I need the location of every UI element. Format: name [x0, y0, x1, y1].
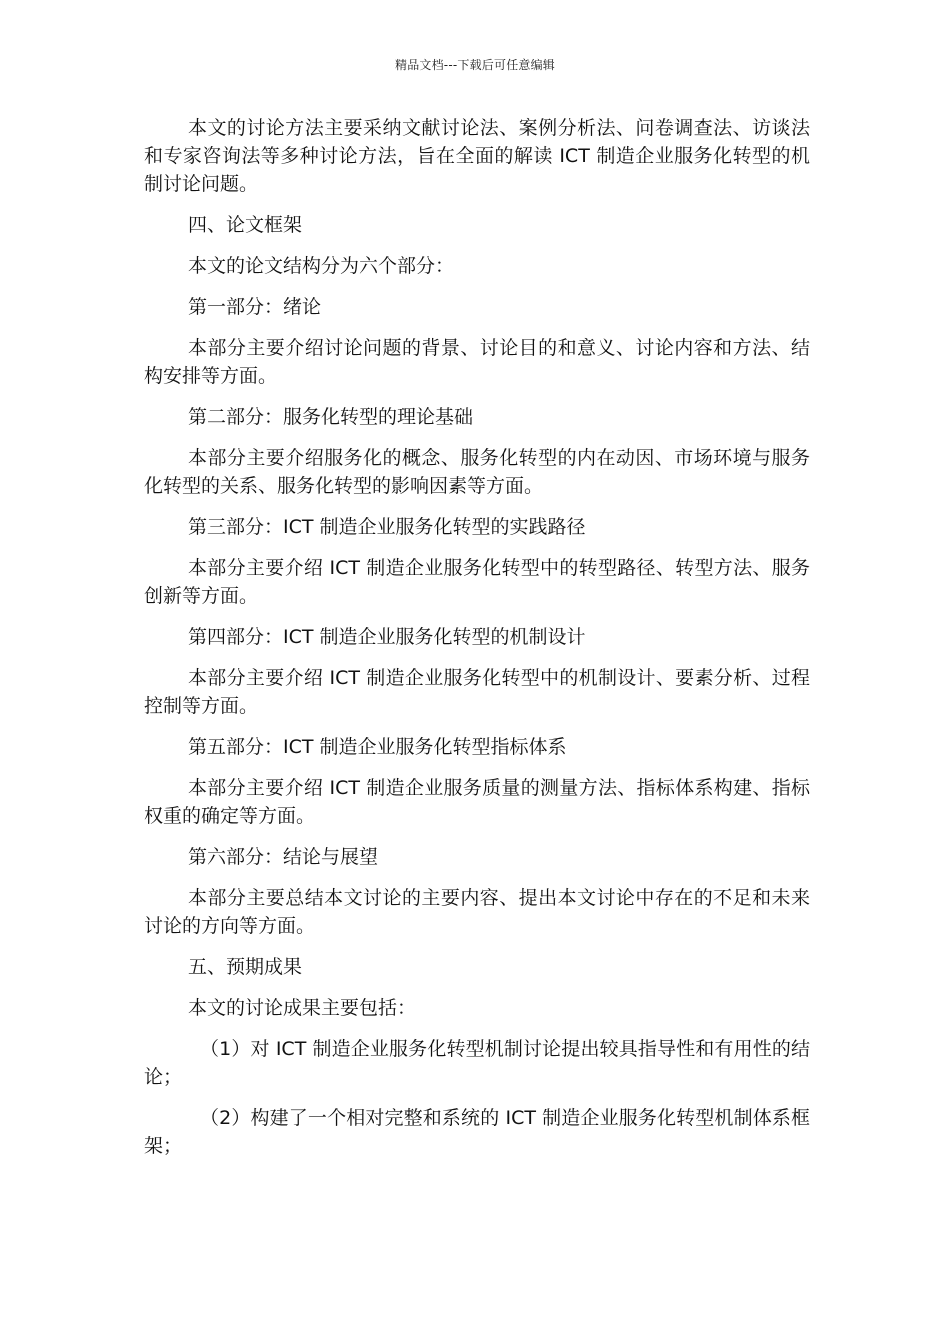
part-heading-1: 第一部分：绪论 — [188, 296, 322, 318]
paragraph-structure-intro: 本文的论文结构分为六个部分： — [188, 255, 455, 277]
part-heading-6: 第六部分：结论与展望 — [188, 846, 379, 868]
result-item-1: （1）对 ICT 制造企业服务化转型机制讨论提出较具指导性和有用性的结论； — [144, 1038, 810, 1088]
document-body — [144, 114, 810, 1173]
part-description-4: 本部分主要介绍 ICT 制造企业服务化转型中的机制设计、要素分析、过程控制等方面。 — [144, 667, 810, 717]
part-description-2: 本部分主要介绍服务化的概念、服务化转型的内在动因、市场环境与服务化转型的关系、服务化转型的影响因素等方面。 — [144, 447, 810, 497]
part-heading-2: 第二部分：服务化转型的理论基础 — [188, 406, 474, 428]
part-description-5: 本部分主要介绍 ICT 制造企业服务质量的测量方法、指标体系构建、指标权重的确定等方面。 — [144, 777, 810, 827]
part-description-6: 本部分主要总结本文讨论的主要内容、提出本文讨论中存在的不足和未来讨论的方向等方面。 — [144, 887, 810, 937]
section-heading-expected-results: 五、预期成果 — [188, 956, 303, 978]
page-header: 精品文档---下载后可任意编辑 — [395, 58, 555, 72]
section-heading-framework: 四、论文框架 — [188, 214, 303, 236]
part-heading-5: 第五部分：ICT 制造企业服务化转型指标体系 — [188, 736, 567, 758]
part-description-1: 本部分主要介绍讨论问题的背景、讨论目的和意义、讨论内容和方法、结构安排等方面。 — [144, 337, 810, 387]
result-item-2: （2）构建了一个相对完整和系统的 ICT 制造企业服务化转型机制体系框架； — [144, 1107, 810, 1157]
paragraph-results-intro: 本文的讨论成果主要包括： — [188, 997, 417, 1019]
part-heading-3: 第三部分：ICT 制造企业服务化转型的实践路径 — [188, 516, 586, 538]
part-description-3: 本部分主要介绍 ICT 制造企业服务化转型中的转型路径、转型方法、服务创新等方面。 — [144, 557, 810, 607]
paragraph-research-methods: 本文的讨论方法主要采纳文献讨论法、案例分析法、问卷调查法、访谈法和专家咨询法等多种讨论方法，旨在全面的解读 ICT 制造企业服务化转型的机制讨论问题。 — [144, 117, 810, 195]
part-heading-4: 第四部分：ICT 制造企业服务化转型的机制设计 — [188, 626, 586, 648]
